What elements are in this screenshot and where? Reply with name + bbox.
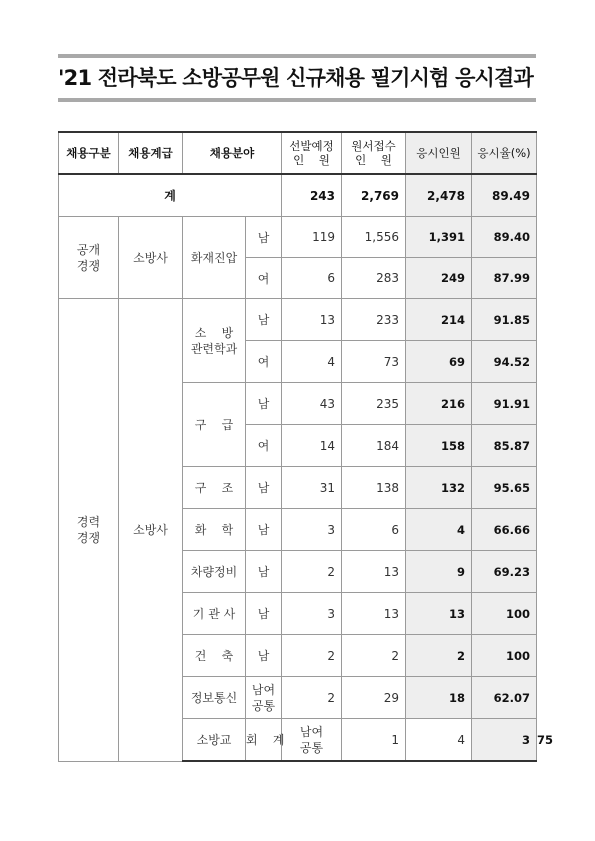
field-fire-line2: 관련학과 bbox=[190, 341, 238, 356]
examinees-cell: 9 bbox=[406, 551, 472, 593]
gender-cell: 여 bbox=[246, 258, 282, 299]
examinees-cell: 216 bbox=[406, 383, 472, 425]
table-row bbox=[59, 299, 537, 341]
header-recruit-type: 채용구분 bbox=[59, 132, 119, 174]
applied-cell: 6 bbox=[342, 509, 406, 551]
gender-line2: 공통 bbox=[251, 698, 276, 713]
examinees-cell: 2 bbox=[406, 635, 472, 677]
examinees-cell: 132 bbox=[406, 467, 472, 509]
gender-cell: 남 bbox=[246, 509, 282, 551]
applied-cell: 13 bbox=[342, 551, 406, 593]
rate-cell: 87.99 bbox=[472, 258, 537, 299]
header-planned-line2: 인 원 bbox=[293, 153, 330, 167]
applied-cell: 4 bbox=[406, 719, 472, 762]
table-row: 소방교 회 계 남여 공통 1 4 3 75 bbox=[59, 719, 537, 762]
examinees-cell: 69 bbox=[406, 341, 472, 383]
examinees-cell: 214 bbox=[406, 299, 472, 341]
header-planned bbox=[282, 132, 342, 174]
rate-cell: 95.65 bbox=[472, 467, 537, 509]
planned-cell: 43 bbox=[282, 383, 342, 425]
page-title: '21 전라북도 소방공무원 신규채용 필기시험 응시결과 bbox=[58, 66, 534, 90]
gender-line1: 남여 bbox=[299, 724, 324, 739]
gender-cell: 여 bbox=[246, 425, 282, 467]
field-rescue: 구 조 bbox=[183, 467, 246, 509]
open-type bbox=[59, 217, 119, 299]
header-recruit-rank: 채용계급 bbox=[119, 132, 183, 174]
title-bottom-rule bbox=[58, 98, 536, 102]
header-applied-line2: 인 원 bbox=[355, 153, 392, 167]
career-rank-sabang: 소방사 bbox=[119, 299, 183, 762]
open-field: 화재진압 bbox=[183, 217, 246, 299]
open-rank: 소방사 bbox=[119, 217, 183, 299]
applied-cell: 2 bbox=[342, 635, 406, 677]
applied-cell: 73 bbox=[342, 341, 406, 383]
gender-cell: 남 bbox=[246, 551, 282, 593]
rate-cell: 66.66 bbox=[472, 509, 537, 551]
gender-cell: 남 bbox=[246, 217, 282, 258]
rate-cell: 91.85 bbox=[472, 299, 537, 341]
planned-cell: 1 bbox=[342, 719, 406, 762]
planned-cell: 4 bbox=[282, 341, 342, 383]
header-recruit-field: 채용분야 bbox=[183, 132, 282, 174]
gender-cell: 남 bbox=[246, 593, 282, 635]
rate-cell: 89.40 bbox=[472, 217, 537, 258]
planned-cell: 6 bbox=[282, 258, 342, 299]
gender-line2: 공통 bbox=[299, 740, 324, 755]
header-planned-line1: 선발예정 bbox=[289, 139, 334, 153]
examinees-cell: 13 bbox=[406, 593, 472, 635]
gender-cell: 여 bbox=[246, 341, 282, 383]
planned-cell: 2 bbox=[282, 677, 342, 719]
career-type-line1: 경력 bbox=[76, 514, 101, 529]
applied-cell: 1,556 bbox=[342, 217, 406, 258]
results-table bbox=[58, 131, 554, 762]
examinees-cell: 1,391 bbox=[406, 217, 472, 258]
gender-cell bbox=[246, 677, 282, 719]
field-accounting: 회 계 bbox=[246, 719, 282, 762]
applied-cell: 233 bbox=[342, 299, 406, 341]
career-type-line2: 경쟁 bbox=[76, 530, 101, 545]
planned-cell: 13 bbox=[282, 299, 342, 341]
planned-cell: 2 bbox=[282, 551, 342, 593]
open-type-line2: 경쟁 bbox=[76, 258, 101, 273]
planned-cell: 3 bbox=[282, 509, 342, 551]
header-row bbox=[59, 132, 537, 174]
career-type bbox=[59, 299, 119, 762]
rate-cell: 91.91 bbox=[472, 383, 537, 425]
planned-cell: 119 bbox=[282, 217, 342, 258]
field-fire-line1: 소 방 bbox=[194, 325, 234, 340]
gender-cell bbox=[282, 719, 342, 762]
planned-cell: 3 bbox=[282, 593, 342, 635]
total-label: 계 bbox=[59, 174, 282, 217]
total-rate: 89.49 bbox=[472, 174, 537, 217]
examinees-cell: 249 bbox=[406, 258, 472, 299]
rate-cell: 62.07 bbox=[472, 677, 537, 719]
applied-cell: 184 bbox=[342, 425, 406, 467]
total-applied: 2,769 bbox=[342, 174, 406, 217]
examinees-cell: 4 bbox=[406, 509, 472, 551]
header-examinees: 응시인원 bbox=[406, 132, 472, 174]
field-chem: 화 학 bbox=[183, 509, 246, 551]
header-rate: 응시율(%) bbox=[472, 132, 537, 174]
rate-cell: 94.52 bbox=[472, 341, 537, 383]
total-planned: 243 bbox=[282, 174, 342, 217]
field-it: 정보통신 bbox=[183, 677, 246, 719]
applied-cell: 138 bbox=[342, 467, 406, 509]
gender-cell: 남 bbox=[246, 299, 282, 341]
examinees-cell: 158 bbox=[406, 425, 472, 467]
title-top-rule bbox=[58, 54, 536, 58]
examinees-cell: 18 bbox=[406, 677, 472, 719]
applied-cell: 235 bbox=[342, 383, 406, 425]
total-examinees: 2,478 bbox=[406, 174, 472, 217]
open-type-line1: 공개 bbox=[76, 242, 101, 257]
rate-cell: 100 bbox=[472, 593, 537, 635]
total-row bbox=[59, 174, 537, 217]
gender-cell: 남 bbox=[246, 383, 282, 425]
rate-cell: 85.87 bbox=[472, 425, 537, 467]
planned-cell: 2 bbox=[282, 635, 342, 677]
rate-cell: 100 bbox=[472, 635, 537, 677]
gender-cell: 남 bbox=[246, 635, 282, 677]
career-rank-sabanggyo: 소방교 bbox=[183, 719, 246, 762]
applied-cell: 29 bbox=[342, 677, 406, 719]
header-applied bbox=[342, 132, 406, 174]
field-engineer: 기 관 사 bbox=[183, 593, 246, 635]
planned-cell: 14 bbox=[282, 425, 342, 467]
gender-line1: 남여 bbox=[251, 682, 276, 697]
field-ems: 구 급 bbox=[183, 383, 246, 467]
field-vehicle: 차량정비 bbox=[183, 551, 246, 593]
header-applied-line1: 원서접수 bbox=[351, 139, 396, 153]
field-fire-related bbox=[183, 299, 246, 383]
examinees-cell: 3 bbox=[472, 719, 537, 762]
field-build: 건 축 bbox=[183, 635, 246, 677]
rate-cell: 69.23 bbox=[472, 551, 537, 593]
table-row bbox=[59, 217, 537, 258]
planned-cell: 31 bbox=[282, 467, 342, 509]
applied-cell: 283 bbox=[342, 258, 406, 299]
gender-cell: 남 bbox=[246, 467, 282, 509]
applied-cell: 13 bbox=[342, 593, 406, 635]
